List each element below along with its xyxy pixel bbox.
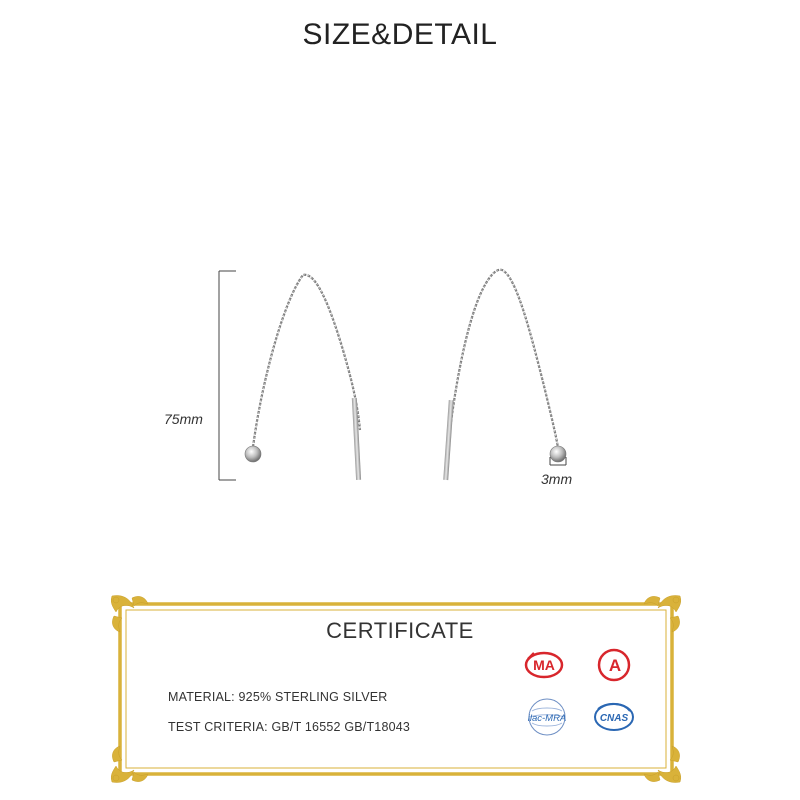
length-label: 75mm bbox=[164, 411, 203, 427]
left-bead bbox=[245, 446, 261, 462]
ball-size-label: 3mm bbox=[541, 471, 573, 487]
certification-logos bbox=[520, 645, 650, 745]
test-criteria-text: TEST CRITERIA: GB/T 16552 GB/T18043 bbox=[168, 720, 411, 734]
certificate-title: CERTIFICATE bbox=[326, 618, 474, 643]
material-text: MATERIAL: 925% STERLING SILVER bbox=[168, 690, 388, 704]
svg-text:A: A bbox=[608, 656, 622, 675]
right-bead bbox=[550, 446, 566, 462]
cnas-logo bbox=[595, 704, 633, 730]
svg-text:ilac-MRA: ilac-MRA bbox=[527, 713, 567, 724]
right-earring bbox=[443, 270, 566, 480]
length-bracket bbox=[219, 271, 236, 480]
cma-logo bbox=[526, 653, 562, 677]
corner-ornament-br bbox=[644, 746, 681, 783]
svg-text:MA: MA bbox=[533, 657, 555, 673]
page-title: SIZE&DETAIL bbox=[302, 18, 498, 51]
cal-logo bbox=[599, 650, 629, 680]
corner-ornament-bl bbox=[111, 746, 148, 783]
svg-text:CNAS: CNAS bbox=[599, 713, 629, 724]
ilac-mra-logo bbox=[528, 699, 567, 735]
left-earring bbox=[245, 275, 361, 480]
